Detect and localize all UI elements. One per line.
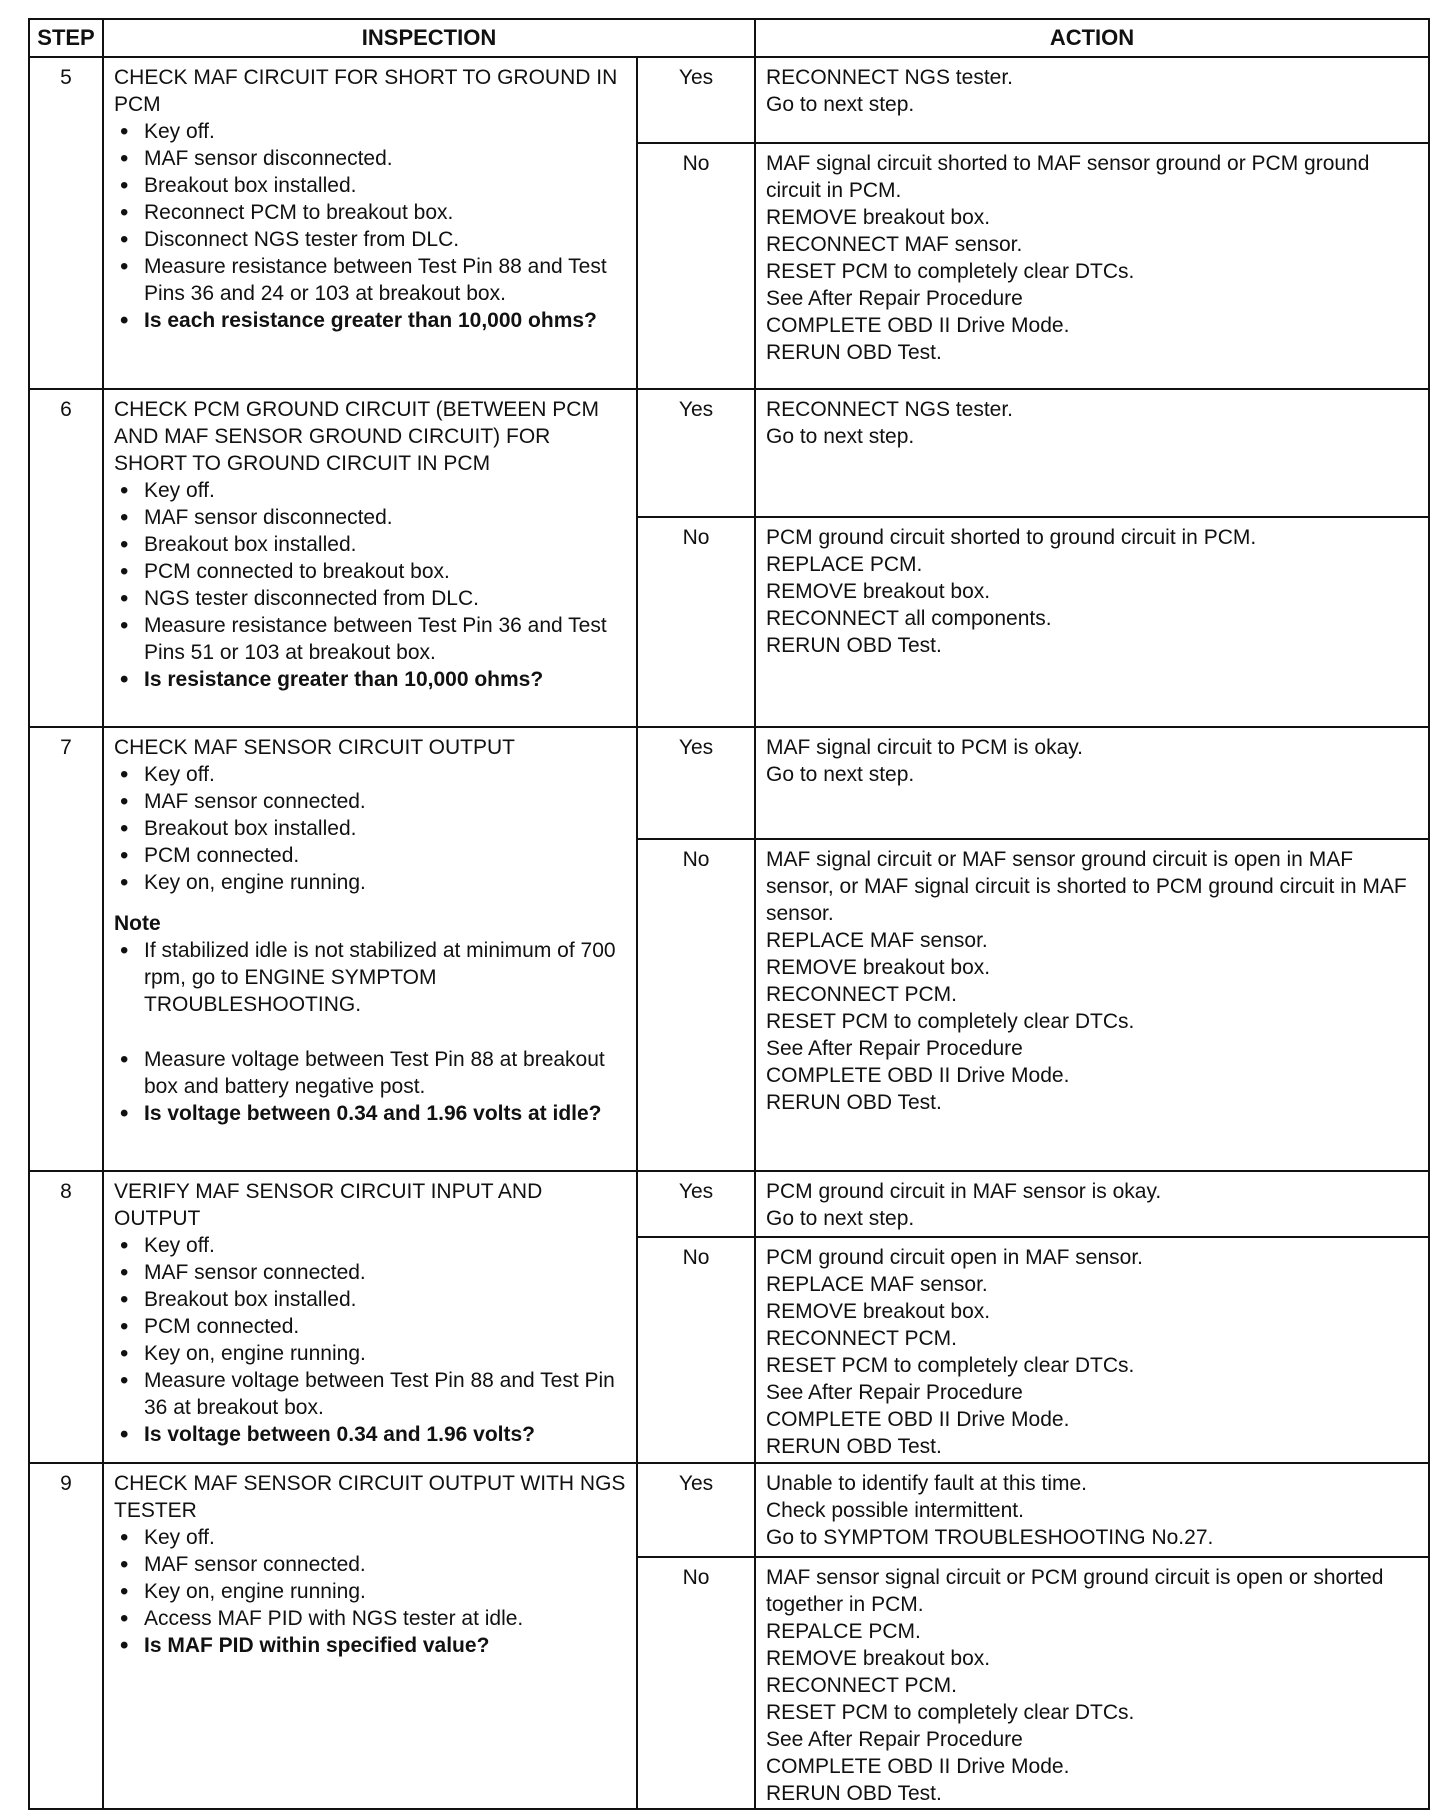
inspection-question: • Is voltage between 0.34 and 1.96 volts?: [114, 1421, 626, 1448]
inspection-item: • Key off.: [114, 1232, 626, 1259]
inspection-cell: [103, 1171, 637, 1463]
inspection-item: • Breakout box installed.: [114, 815, 626, 842]
inspection-item: • Breakout box installed.: [114, 172, 626, 199]
action-line: RERUN OBD Test.: [766, 1782, 942, 1805]
inspection-item: • Key off.: [114, 1524, 626, 1551]
inspection-item: • MAF sensor connected.: [114, 788, 626, 815]
inspection-item: • Breakout box installed.: [114, 531, 626, 558]
inspection-question: • Is each resistance greater than 10,000 ohms?: [114, 307, 626, 334]
inspection-item: • Access MAF PID with NGS tester at idle.: [114, 1605, 626, 1632]
action-line: RECONNECT MAF sensor.: [766, 233, 1023, 256]
no-action-cell: [755, 517, 1429, 727]
yes-action-cell: [755, 389, 1429, 517]
note-list: [114, 937, 626, 1018]
inspection-title: CHECK MAF SENSOR CIRCUIT OUTPUT: [114, 736, 515, 759]
inspection-item: • NGS tester disconnected from DLC.: [114, 585, 626, 612]
inspection-list: [114, 118, 626, 334]
inspection-title: CHECK PCM GROUND CIRCUIT (BETWEEN PCM AND MAF SENSOR GROUND CIRCUIT) FOR SHORT TO GROUND CIRCUIT IN PCM: [114, 398, 599, 475]
inspection-title: CHECK MAF SENSOR CIRCUIT OUTPUT WITH NGS TESTER: [114, 1472, 626, 1522]
inspection-item: • Measure resistance between Test Pin 36 and Test Pins 51 or 103 at breakout box.: [114, 612, 626, 666]
inspection-item: • PCM connected.: [114, 1313, 626, 1340]
inspection-item: • MAF sensor disconnected.: [114, 504, 626, 531]
action-line: See After Repair Procedure: [766, 1728, 1023, 1751]
step-9-yes-row: [29, 1463, 1429, 1557]
inspection-item: • MAF sensor connected.: [114, 1551, 626, 1578]
yes-label: Yes: [637, 1463, 755, 1557]
step-number: 7: [29, 727, 103, 1171]
inspection-list: [114, 1232, 626, 1448]
action-line: REPLACE PCM.: [766, 553, 923, 576]
action-line: Check possible intermittent.: [766, 1499, 1024, 1522]
step-7-yes-row: [29, 727, 1429, 839]
inspection-list: [114, 761, 626, 896]
no-action-cell: [755, 1237, 1429, 1463]
no-label: No: [637, 839, 755, 1171]
inspection-cell: [103, 57, 637, 389]
action-line: RESET PCM to completely clear DTCs.: [766, 1701, 1135, 1724]
inspection-item: • Disconnect NGS tester from DLC.: [114, 226, 626, 253]
inspection-item: • Measure voltage between Test Pin 88 at breakout box and battery negative post.: [114, 1046, 626, 1100]
header-row: [29, 19, 1429, 57]
action-line: RECONNECT PCM.: [766, 1674, 957, 1697]
yes-action-cell: [755, 727, 1429, 839]
yes-action-cell: [755, 1463, 1429, 1557]
note-heading: Note: [114, 912, 161, 935]
inspection-question: • Is MAF PID within specified value?: [114, 1632, 626, 1659]
action-line: COMPLETE OBD II Drive Mode.: [766, 1755, 1070, 1778]
inspection-item: • Breakout box installed.: [114, 1286, 626, 1313]
inspection-item: • Key off.: [114, 118, 626, 145]
troubleshooting-table-container: [28, 18, 1428, 1810]
inspection-item: • Key on, engine running.: [114, 1578, 626, 1605]
step-8-yes-row: [29, 1171, 1429, 1237]
action-line: MAF sensor signal circuit or PCM ground circuit is open or shorted together in PCM.: [766, 1566, 1384, 1616]
no-action-cell: [755, 143, 1429, 389]
action-line: MAF signal circuit or MAF sensor ground circuit is open in MAF sensor, or MAF signal circuit is shorted to PCM ground circuit in MAF sensor.: [766, 848, 1407, 925]
inspection-cell: [103, 389, 637, 727]
action-line: Go to next step.: [766, 763, 915, 786]
action-line: REPLACE MAF sensor.: [766, 1273, 988, 1296]
inspection-item: • MAF sensor disconnected.: [114, 145, 626, 172]
action-line: REMOVE breakout box.: [766, 206, 991, 229]
inspection-list-continued: [114, 1046, 626, 1127]
inspection-item: • Key on, engine running.: [114, 869, 626, 896]
no-label: No: [637, 517, 755, 727]
inspection-list: [114, 477, 626, 693]
inspection-item: • Key on, engine running.: [114, 1340, 626, 1367]
inspection-cell: [103, 1463, 637, 1809]
action-line: RESET PCM to completely clear DTCs.: [766, 1010, 1135, 1033]
action-line: REMOVE breakout box.: [766, 1647, 991, 1670]
action-line: REMOVE breakout box.: [766, 1300, 991, 1323]
action-line: PCM ground circuit open in MAF sensor.: [766, 1246, 1143, 1269]
action-line: RERUN OBD Test.: [766, 1091, 942, 1114]
action-line: RERUN OBD Test.: [766, 1435, 942, 1458]
yes-action-cell: [755, 57, 1429, 143]
action-line: MAF signal circuit shorted to MAF sensor ground or PCM ground circuit in PCM.: [766, 152, 1370, 202]
action-line: RECONNECT NGS tester.: [766, 398, 1013, 421]
step-6-yes-row: [29, 389, 1429, 517]
step-number: 9: [29, 1463, 103, 1809]
no-action-cell: [755, 1557, 1429, 1809]
action-line: COMPLETE OBD II Drive Mode.: [766, 314, 1070, 337]
inspection-item: • Reconnect PCM to breakout box.: [114, 199, 626, 226]
step-number: 8: [29, 1171, 103, 1463]
action-line: Unable to identify fault at this time.: [766, 1472, 1087, 1495]
inspection-item: • Measure voltage between Test Pin 88 and Test Pin 36 at breakout box.: [114, 1367, 626, 1421]
no-action-cell: [755, 839, 1429, 1171]
inspection-item: • Measure resistance between Test Pin 88 and Test Pins 36 and 24 or 103 at breakout box.: [114, 253, 626, 307]
yes-label: Yes: [637, 389, 755, 517]
action-line: RECONNECT NGS tester.: [766, 66, 1013, 89]
action-line: See After Repair Procedure: [766, 1037, 1023, 1060]
action-line: REPALCE PCM.: [766, 1620, 921, 1643]
action-line: RERUN OBD Test.: [766, 341, 942, 364]
action-line: MAF signal circuit to PCM is okay.: [766, 736, 1084, 759]
note-item: • If stabilized idle is not stabilized at minimum of 700 rpm, go to ENGINE SYMPTOM TROUBLESHOOTING.: [114, 937, 626, 1018]
no-label: No: [637, 143, 755, 389]
action-line: Go to next step.: [766, 1207, 915, 1230]
action-line: Go to SYMPTOM TROUBLESHOOTING No.27.: [766, 1526, 1214, 1549]
step-number: 6: [29, 389, 103, 727]
action-line: RECONNECT PCM.: [766, 983, 957, 1006]
action-line: COMPLETE OBD II Drive Mode.: [766, 1408, 1070, 1431]
inspection-question: • Is resistance greater than 10,000 ohms?: [114, 666, 626, 693]
inspection-list: [114, 1524, 626, 1659]
action-line: RERUN OBD Test.: [766, 634, 942, 657]
inspection-item: • PCM connected to breakout box.: [114, 558, 626, 585]
no-label: No: [637, 1237, 755, 1463]
yes-label: Yes: [637, 1171, 755, 1237]
yes-label: Yes: [637, 727, 755, 839]
header-inspection: INSPECTION: [103, 19, 755, 57]
yes-label: Yes: [637, 57, 755, 143]
troubleshooting-table: [28, 18, 1430, 1810]
action-line: COMPLETE OBD II Drive Mode.: [766, 1064, 1070, 1087]
action-line: RESET PCM to completely clear DTCs.: [766, 260, 1135, 283]
yes-action-cell: [755, 1171, 1429, 1237]
inspection-title: CHECK MAF CIRCUIT FOR SHORT TO GROUND IN PCM: [114, 66, 618, 116]
inspection-title: VERIFY MAF SENSOR CIRCUIT INPUT AND OUTPUT: [114, 1180, 543, 1230]
action-line: See After Repair Procedure: [766, 287, 1023, 310]
inspection-question: • Is voltage between 0.34 and 1.96 volts at idle?: [114, 1100, 626, 1127]
no-label: No: [637, 1557, 755, 1809]
action-line: Go to next step.: [766, 425, 915, 448]
action-line: REPLACE MAF sensor.: [766, 929, 988, 952]
inspection-item: • MAF sensor connected.: [114, 1259, 626, 1286]
action-line: RECONNECT all components.: [766, 607, 1052, 630]
action-line: PCM ground circuit in MAF sensor is okay.: [766, 1180, 1162, 1203]
action-line: RECONNECT PCM.: [766, 1327, 957, 1350]
action-line: PCM ground circuit shorted to ground circuit in PCM.: [766, 526, 1257, 549]
inspection-item: • Key off.: [114, 477, 626, 504]
inspection-item: • Key off.: [114, 761, 626, 788]
action-line: See After Repair Procedure: [766, 1381, 1023, 1404]
inspection-item: • PCM connected.: [114, 842, 626, 869]
header-step: STEP: [29, 19, 103, 57]
action-line: REMOVE breakout box.: [766, 956, 991, 979]
action-line: REMOVE breakout box.: [766, 580, 991, 603]
action-line: RESET PCM to completely clear DTCs.: [766, 1354, 1135, 1377]
inspection-cell: [103, 727, 637, 1171]
step-number: 5: [29, 57, 103, 389]
header-action: ACTION: [755, 19, 1429, 57]
step-5-yes-row: [29, 57, 1429, 143]
action-line: Go to next step.: [766, 93, 915, 116]
